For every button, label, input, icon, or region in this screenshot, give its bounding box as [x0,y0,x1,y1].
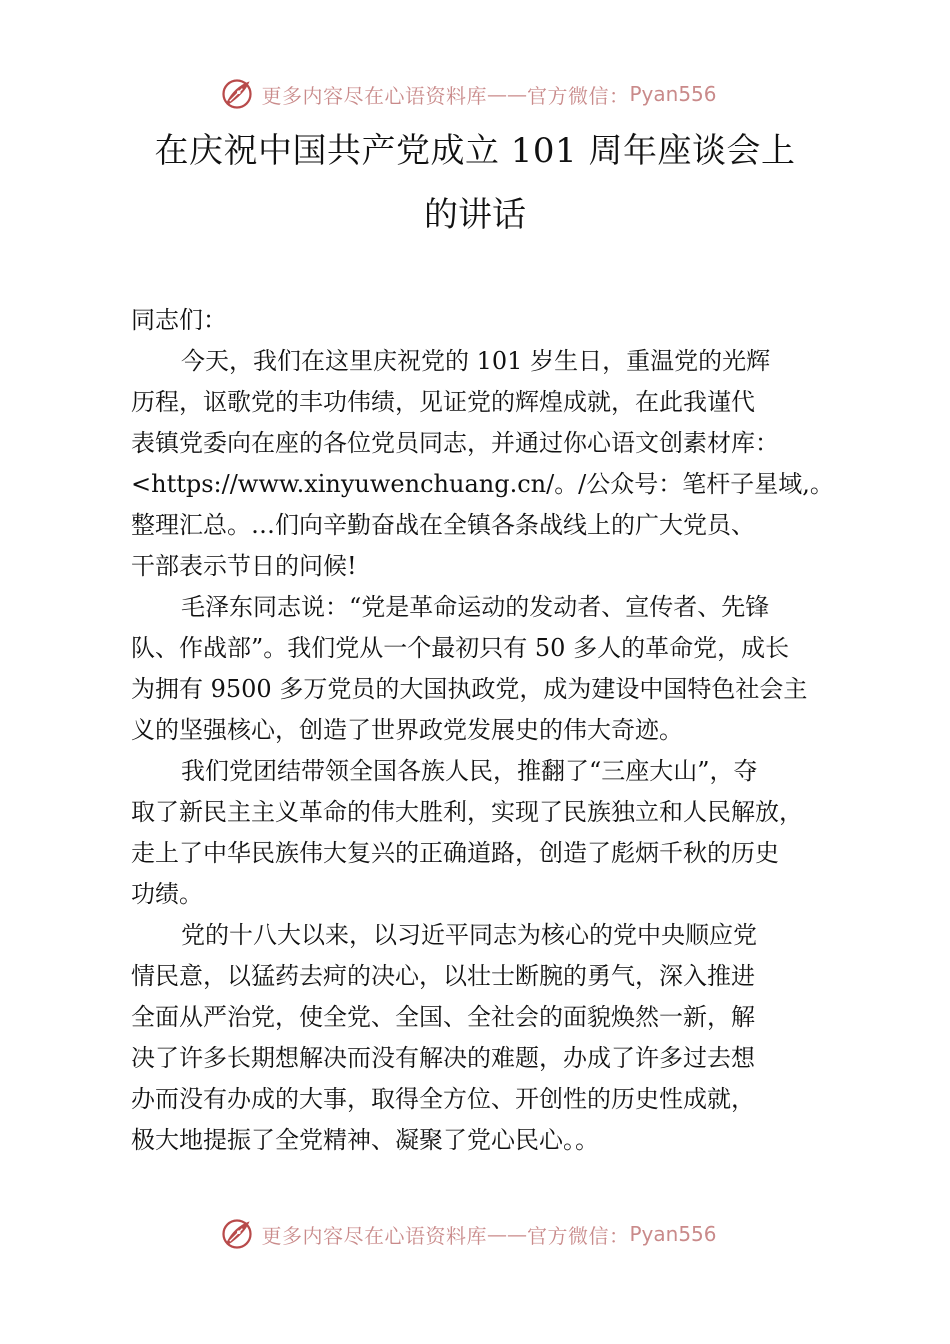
watermark-header [0,74,950,114]
paragraph-3 [131,751,831,915]
paragraph-line: 历程，讴歌党的丰功伟绩，见证党的辉煌成就，在此我谨代 [131,388,755,416]
paragraph-1 [131,341,834,587]
paragraph-line: 队、作战部”。我们党从一个最初只有 50 多人的革命党，成长 [131,634,790,662]
paragraph-4 [131,915,831,1161]
paragraph-line: 干部表示节日的问候! [131,552,357,580]
paragraph-line: 我们党团结带领全国各族人民，推翻了“三座大山”，夺 [181,757,758,785]
paragraph-line: 办而没有办成的大事，取得全方位、开创性的历史性成就， [131,1085,755,1113]
watermark-wechat-label: 官方微信： [526,83,630,108]
paragraph-line: 取了新民主主义革命的伟大胜利，实现了民族独立和人民解放， [131,798,803,826]
watermark-dash: —— [486,1222,527,1246]
salutation-text: 同志们： [131,306,227,334]
document-title-line-1: 在庆祝中国共产党成立 101 周年座谈会上 [154,131,796,171]
watermark-text: 更多内容尽在心语资料库 [261,1223,487,1248]
paragraph-line: 情民意，以猛药去疴的决心，以壮士断腕的勇气，深入推进 [131,962,755,990]
paragraph-2 [131,587,831,751]
paragraph-line: 表镇党委向在座的各位党员同志，并通过你心语文创素材库： [131,429,779,457]
pen-nib-logo-icon [219,1216,255,1252]
salutation [131,300,831,341]
paragraph-line: 功绩。 [131,880,203,908]
paragraph-line: 走上了中华民族伟大复兴的正确道路，创造了彪炳千秋的历史 [131,839,779,867]
paragraph-line: 毛泽东同志说：“党是革命运动的发动者、宣传者、先锋 [181,593,770,621]
watermark-dash: —— [486,82,527,106]
watermark-wechat-id: Pyan556 [629,1222,717,1246]
watermark-footer [0,1214,950,1254]
paragraph-line: 党的十八大以来，以习近平同志为核心的党中央顺应党 [181,921,757,949]
paragraph-line: 整理汇总。…们向辛勤奋战在全镇各条战线上的广大党员、 [131,511,755,539]
watermark-wechat-id: Pyan556 [629,82,717,106]
paragraph-line: 极大地提振了全党精神、凝聚了党心民心。。 [131,1126,599,1154]
paragraph-line: 全面从严治党，使全党、全国、全社会的面貌焕然一新，解 [131,1003,755,1031]
paragraph-line: 决了许多长期想解决而没有解决的难题，办成了许多过去想 [131,1044,755,1072]
watermark-wechat-label: 官方微信： [526,1223,630,1248]
paragraph-line: 义的坚强核心，创造了世界政党发展史的伟大奇迹。 [131,716,683,744]
paragraph-line: 今天，我们在这里庆祝党的 101 岁生日，重温党的光辉 [181,347,771,375]
pen-nib-logo-icon [219,76,255,112]
paragraph-line: 为拥有 9500 多万党员的大国执政党，成为建设中国特色社会主 [131,675,808,703]
paragraph-line: <https://www.xinyuwenchuang.cn/。/公众号：笔杆子星域,。 [131,470,834,498]
document-title-line-2: 的讲话 [424,195,526,235]
watermark-text: 更多内容尽在心语资料库 [261,83,487,108]
